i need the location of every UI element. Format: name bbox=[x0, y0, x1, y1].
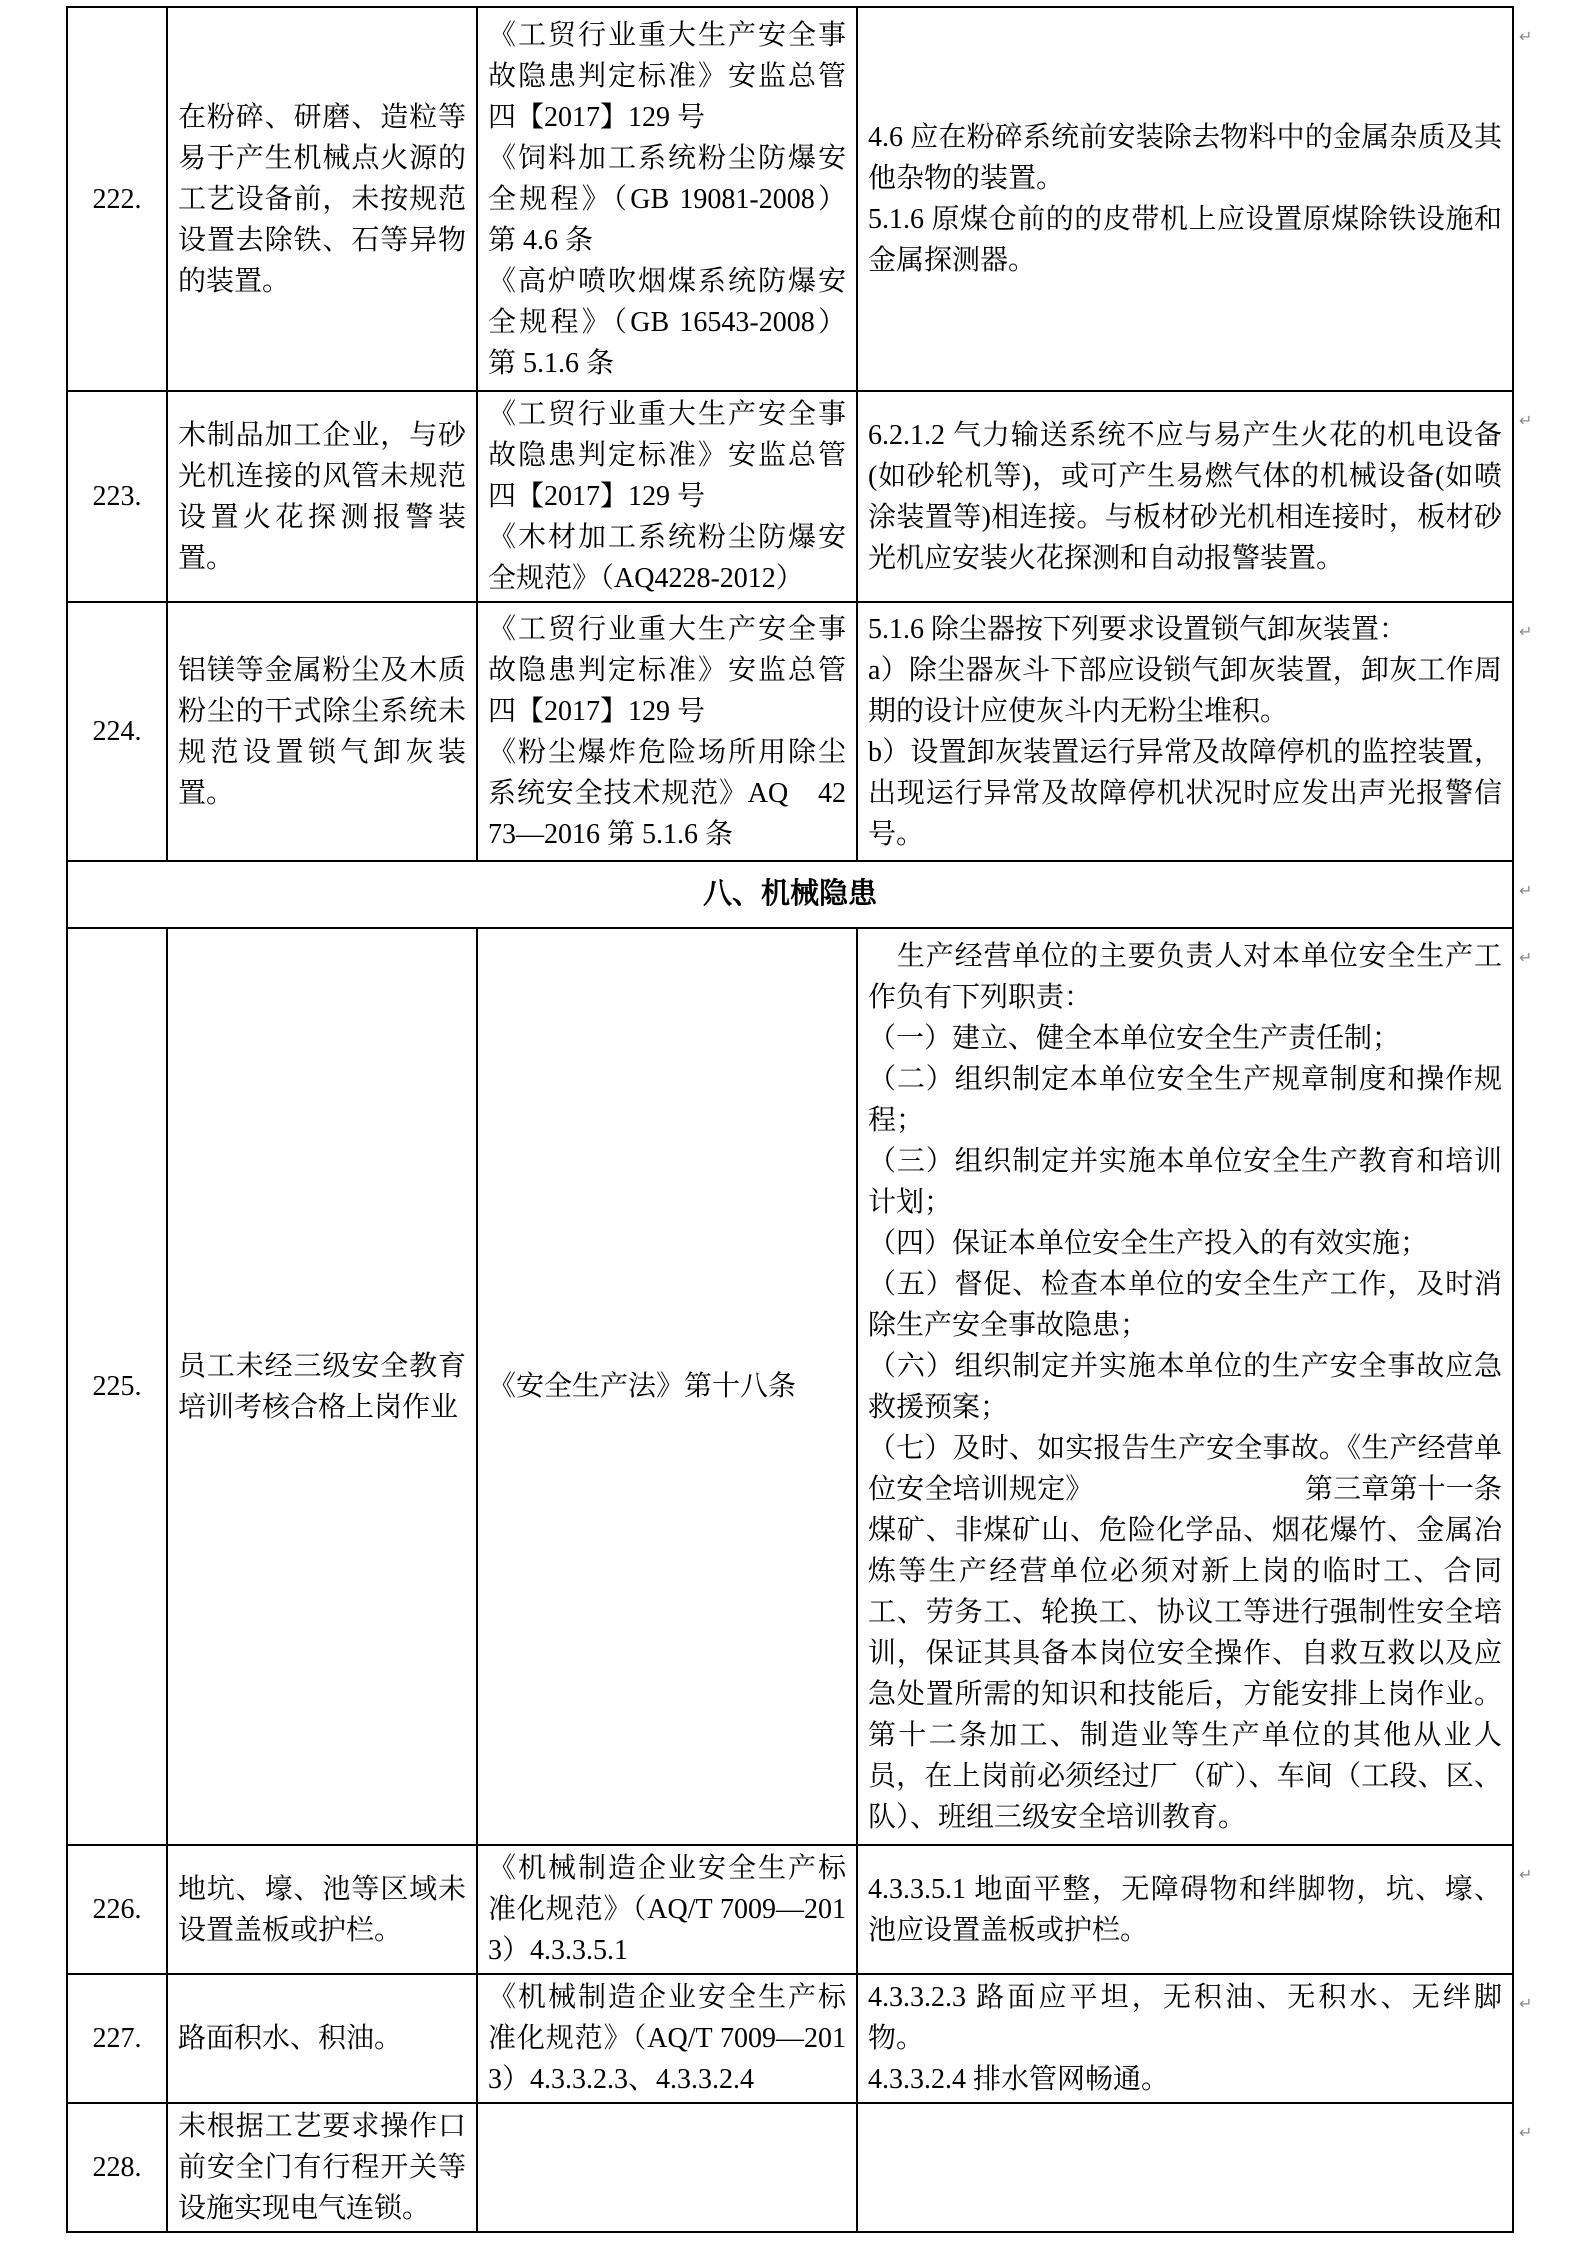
hazard-description: 地坑、壕、池等区域未设置盖板或护栏。 bbox=[178, 1873, 466, 1946]
paragraph-end-mark-icon: ↵ bbox=[1519, 1865, 1533, 1884]
table-row bbox=[67, 391, 1569, 602]
legal-basis-paragraph: 《安全生产法》第十八条 bbox=[488, 1371, 797, 1402]
legal-basis-paragraph: 《粉尘爆炸危险场所用除尘系统安全技术规范》AQ 4273—2016 第 5.1.6 条 bbox=[488, 736, 846, 850]
requirement-detail-paragraph: （四）保证本单位安全生产投入的有效实施； bbox=[868, 1227, 1429, 1259]
paragraph-end-mark-icon: ↵ bbox=[1519, 27, 1533, 46]
row-gutter bbox=[1513, 7, 1569, 391]
hazard-description-cell bbox=[167, 1845, 477, 1974]
requirement-detail-paragraph: 4.3.3.5.1 地面平整，无障碍物和绊脚物，坑、壕、池应设置盖板或护栏。 bbox=[868, 1873, 1502, 1946]
paragraph-end-mark-icon: ↵ bbox=[1519, 622, 1533, 641]
hazard-description-cell bbox=[167, 7, 477, 391]
requirement-detail-paragraph: 4.3.3.2.4 排水管网畅通。 bbox=[868, 2064, 1170, 2095]
row-number: 224. bbox=[67, 602, 167, 861]
row-number: 228. bbox=[67, 2103, 167, 2232]
legal-basis-paragraph: 《工贸行业重大生产安全事故隐患判定标准》安监总管四【2017】129 号 bbox=[488, 19, 846, 133]
requirement-detail-paragraph: （六）组织制定并实施本单位的生产安全事故应急救援预案； bbox=[868, 1350, 1502, 1423]
table-row bbox=[67, 1845, 1569, 1974]
paragraph-end-mark-icon: ↵ bbox=[1519, 881, 1533, 900]
requirement-detail-cell bbox=[857, 602, 1513, 861]
paragraph-end-mark-icon: ↵ bbox=[1519, 948, 1533, 967]
legal-basis-paragraph: 《高炉喷吹烟煤系统防爆安全规程》（GB 16543-2008）第 5.1.6 条 bbox=[488, 265, 846, 379]
requirement-detail-paragraph: 4.6 应在粉碎系统前安装除去物料中的金属杂质及其他杂物的装置。 bbox=[868, 122, 1502, 194]
row-gutter bbox=[1513, 1974, 1569, 2103]
requirement-detail-cell bbox=[857, 391, 1513, 602]
legal-basis-cell bbox=[477, 391, 857, 602]
legal-basis-cell bbox=[477, 2103, 857, 2232]
row-number: 225. bbox=[67, 928, 167, 1845]
legal-basis-paragraph: 《工贸行业重大生产安全事故隐患判定标准》安监总管四【2017】129 号 bbox=[488, 399, 846, 512]
section-title: 八、机械隐患 bbox=[67, 861, 1513, 928]
hazard-description: 在粉碎、研磨、造粒等易于产生机械点火源的工艺设备前，未按规范设置去除铁、石等异物的装置。 bbox=[178, 101, 466, 297]
requirement-detail-cell bbox=[857, 1974, 1513, 2103]
row-gutter bbox=[1513, 928, 1569, 1845]
requirement-detail-cell bbox=[857, 928, 1513, 1845]
paragraph-end-mark-icon: ↵ bbox=[1519, 411, 1533, 430]
hazard-description: 木制品加工企业，与砂光机连接的风管未规范设置火花探测报警装置。 bbox=[178, 419, 466, 574]
row-number: 226. bbox=[67, 1845, 167, 1974]
requirement-detail-paragraph: （二）组织制定本单位安全生产规章制度和操作规程； bbox=[868, 1063, 1502, 1136]
requirement-detail-paragraph: 5.1.6 除尘器按下列要求设置锁气卸灰装置： bbox=[868, 613, 1408, 645]
legal-basis-cell bbox=[477, 602, 857, 861]
paragraph-end-mark-icon: ↵ bbox=[1519, 2123, 1533, 2142]
table-row bbox=[67, 928, 1569, 1845]
hazard-description: 未根据工艺要求操作口前安全门有行程开关等设施实现电气连锁。 bbox=[178, 2111, 466, 2224]
table-row bbox=[67, 602, 1569, 861]
requirement-detail-paragraph: （五）督促、检查本单位的安全生产工作，及时消除生产安全事故隐患； bbox=[868, 1268, 1502, 1341]
legal-basis-cell bbox=[477, 1845, 857, 1974]
hazard-description-cell bbox=[167, 1974, 477, 2103]
paragraph-end-mark-icon: ↵ bbox=[1519, 1994, 1533, 2013]
requirement-detail-paragraph: b）设置卸灰装置运行异常及故障停机的监控装置，出现运行异常及故障停机状况时应发出声光报警信号。 bbox=[868, 736, 1502, 850]
table-row bbox=[67, 2103, 1569, 2232]
requirement-detail-paragraph: （七）及时、如实报告生产安全事故。《生产经营单位安全培训规定》 第三章第十一条煤矿、非煤矿山、危险化学品、烟花爆竹、金属冶炼等生产经营单位必须对新上岗的临时工、合同工、劳务工、轮换工、协议工等进行强制性安全培训，保证其具备本岗位安全操作、自救互救以及应急处置所需的知识和技能后，方能安排上岗作业。第十二条加工、制造业等生产单位的其他从业人员，在上岗前必须经过厂（矿）、车间（工段、区、队）、班组三级安全培训教育。 bbox=[868, 1432, 1502, 1833]
legal-basis-paragraph: 《机械制造企业安全生产标准化规范》（AQ/T 7009—2013）4.3.3.2.3、4.3.3.2.4 bbox=[488, 1982, 846, 2095]
requirement-detail-paragraph: a）除尘器灰斗下部应设锁气卸灰装置，卸灰工作周期的设计应使灰斗内无粉尘堆积。 bbox=[868, 654, 1502, 727]
hazard-description-cell bbox=[167, 391, 477, 602]
requirement-detail-paragraph: 生产经营单位的主要负责人对本单位安全生产工作负有下列职责： bbox=[868, 940, 1502, 1013]
table-row bbox=[67, 1974, 1569, 2103]
hazard-table bbox=[66, 6, 1570, 2233]
requirement-detail-paragraph: 5.1.6 原煤仓前的的皮带机上应设置原煤除铁设施和金属探测器。 bbox=[868, 204, 1502, 276]
row-gutter bbox=[1513, 391, 1569, 602]
section-header-row bbox=[67, 861, 1569, 928]
hazard-description: 员工未经三级安全教育培训考核合格上岗作业 bbox=[178, 1350, 466, 1423]
legal-basis-paragraph: 《木材加工系统粉尘防爆安全规范》（AQ4228-2012） bbox=[488, 522, 846, 594]
requirement-detail-paragraph: （三）组织制定并实施本单位安全生产教育和培训计划； bbox=[868, 1145, 1502, 1218]
row-number: 227. bbox=[67, 1974, 167, 2103]
requirement-detail-cell bbox=[857, 2103, 1513, 2232]
requirement-detail-paragraph: （一）建立、健全本单位安全生产责任制； bbox=[868, 1022, 1401, 1054]
requirement-detail-paragraph: 4.3.3.2.3 路面应平坦，无积油、无积水、无绊脚物。 bbox=[868, 1982, 1502, 2054]
row-gutter bbox=[1513, 2103, 1569, 2232]
legal-basis-paragraph: 《工贸行业重大生产安全事故隐患判定标准》安监总管四【2017】129 号 bbox=[488, 613, 846, 727]
legal-basis-paragraph: 《机械制造企业安全生产标准化规范》（AQ/T 7009—2013）4.3.3.5.1 bbox=[488, 1853, 846, 1966]
hazard-description-cell bbox=[167, 2103, 477, 2232]
row-number: 223. bbox=[67, 391, 167, 602]
row-gutter bbox=[1513, 861, 1569, 928]
hazard-description: 路面积水、积油。 bbox=[178, 2023, 403, 2054]
hazard-description-cell bbox=[167, 928, 477, 1845]
hazard-description-cell bbox=[167, 602, 477, 861]
requirement-detail-paragraph: 6.2.1.2 气力输送系统不应与易产生火花的机电设备(如砂轮机等)，或可产生易燃气体的机械设备(如喷涂装置等)相连接。与板材砂光机相连接时，板材砂光机应安装火花探测和自动报警装置。 bbox=[868, 419, 1502, 574]
legal-basis-cell bbox=[477, 7, 857, 391]
legal-basis-cell bbox=[477, 1974, 857, 2103]
legal-basis-cell bbox=[477, 928, 857, 1845]
table-row bbox=[67, 7, 1569, 391]
legal-basis-paragraph: 《饲料加工系统粉尘防爆安全规程》（GB 19081-2008）第 4.6 条 bbox=[488, 142, 846, 256]
row-number: 222. bbox=[67, 7, 167, 391]
row-gutter bbox=[1513, 1845, 1569, 1974]
requirement-detail-cell bbox=[857, 1845, 1513, 1974]
row-gutter bbox=[1513, 602, 1569, 861]
requirement-detail-cell bbox=[857, 7, 1513, 391]
hazard-description: 铝镁等金属粉尘及木质粉尘的干式除尘系统未规范设置锁气卸灰装置。 bbox=[178, 654, 466, 809]
